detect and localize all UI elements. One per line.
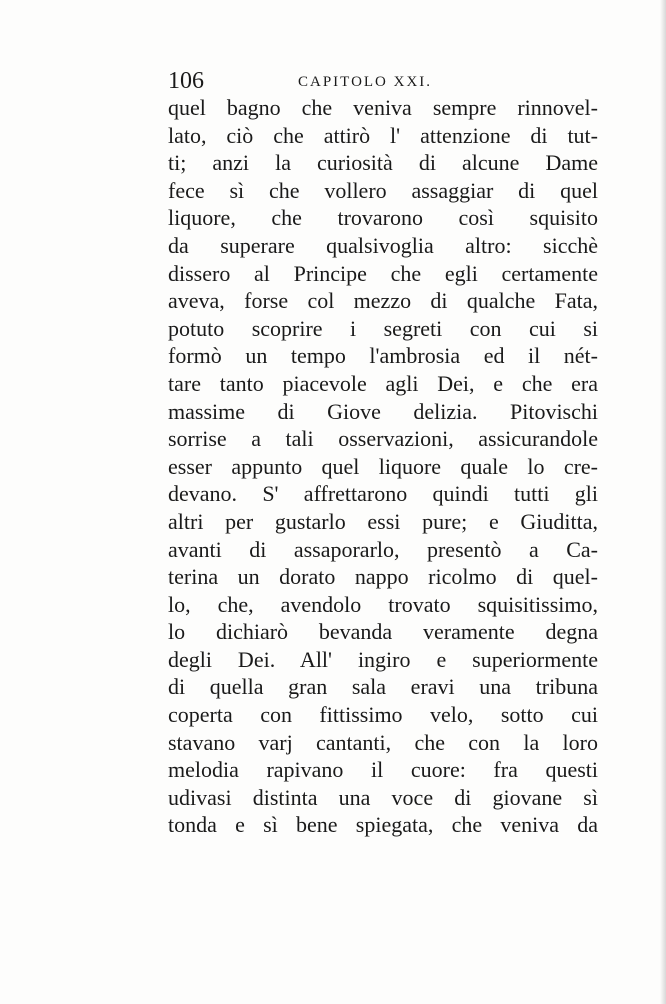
text-line: melodia rapivano il cuore: fra questi [168, 757, 598, 783]
text-line: altri per gustarlo essi pure; e Giuditta, [168, 508, 598, 534]
text-line: aveva, forse col mezzo di qualche Fata, [168, 288, 598, 314]
text-line: quel bagno che veniva sempre rinnovel- [168, 95, 598, 120]
page-edge-shadow [660, 0, 666, 1004]
text-line: lo, che, avendolo trovato squisitissimo, [168, 591, 598, 617]
text-line: esser appunto quel liquore quale lo cre- [168, 453, 598, 479]
text-line: udivasi distinta una voce di giovane sì [168, 784, 598, 810]
text-line: lato, ciò che attirò l' attenzione di tut- [168, 122, 598, 148]
text-line: devano. S' affrettarono quindi tutti gli [168, 481, 598, 507]
running-head: CAPITOLO XXI. [298, 74, 433, 90]
text-line: da superare qualsivoglia altro: sicchè [168, 232, 598, 258]
text-line: sorrise a tali osservazioni, assicurandole [168, 426, 598, 452]
text-line: terina un dorato nappo ricolmo di quel- [168, 564, 598, 590]
text-line: formò un tempo l'ambrosia ed il nét- [168, 343, 598, 369]
text-line: dissero al Principe che egli certamente [168, 260, 598, 286]
text-line: fece sì che vollero assaggiar di quel [168, 177, 598, 203]
text-line: ti; anzi la curiosità di alcune Dame [168, 150, 598, 176]
text-line: stavano varj cantanti, che con la loro [168, 729, 598, 755]
page-header [168, 66, 598, 96]
text-line: avanti di assaporarlo, presentò a Ca- [168, 536, 598, 562]
body-text [168, 94, 598, 839]
text-line: tare tanto piacevole agli Dei, e che era [168, 370, 598, 396]
text-line: di quella gran sala eravi una tribuna [168, 674, 598, 700]
text-line: tonda e sì bene spiegata, che veniva da [168, 812, 598, 838]
page-number: 106 [168, 68, 204, 94]
text-line: lo dichiarò bevanda veramente degna [168, 619, 598, 645]
text-line: massime di Giove delizia. Pitovischi [168, 398, 598, 424]
text-line: coperta con fittissimo velo, sotto cui [168, 702, 598, 728]
text-line: liquore, che trovarono così squisito [168, 205, 598, 231]
text-line: degli Dei. All' ingiro e superiormente [168, 646, 598, 672]
text-line: potuto scoprire i segreti con cui si [168, 315, 598, 341]
